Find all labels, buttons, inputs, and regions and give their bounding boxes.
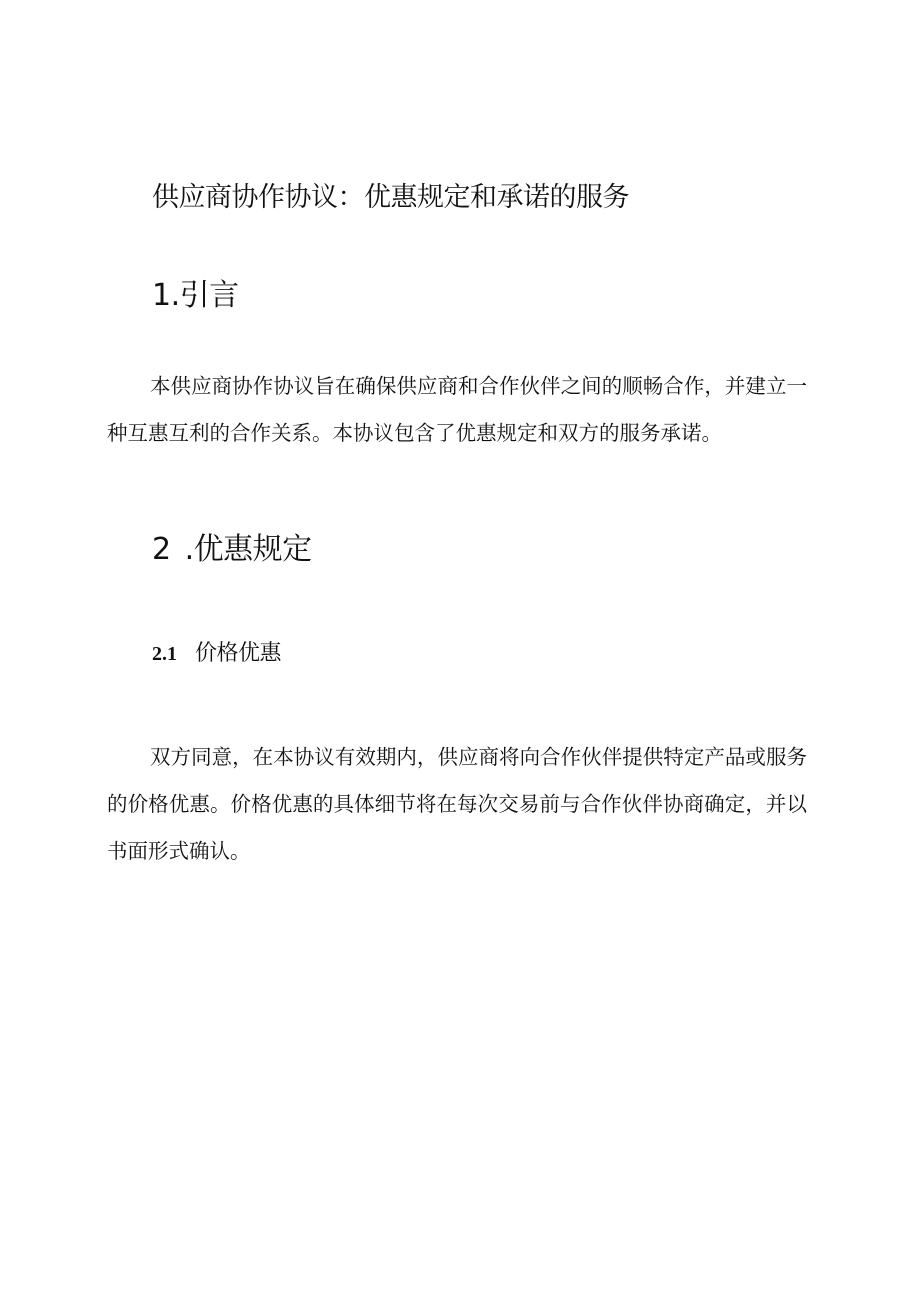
section-2-1-number: 2.1 <box>152 643 177 665</box>
section-1-title: 引言 <box>179 278 239 313</box>
section-2-1-title: 价格优惠 <box>195 641 282 666</box>
document-title: 供应商协作协议：优惠规定和承诺的服务 <box>152 182 629 213</box>
section-2-title: .优惠规定 <box>184 532 312 567</box>
section-1-paragraph: 本供应商协作协议旨在确保供应商和合作伙伴之间的顺畅合作，并建立一种互惠互利的合作关系。本协议包含了优惠规定和双方的服务承诺。 <box>107 374 807 445</box>
section-2-heading <box>152 524 312 568</box>
section-2-1-heading <box>152 636 281 667</box>
section-2-1-paragraph: 双方同意，在本协议有效期内，供应商将向合作伙伴提供特定产品或服务的价格优惠。价格优惠的具体细节将在每次交易前与合作伙伴协商确定，并以书面形式确认。 <box>107 745 807 863</box>
section-1-number: 1. <box>152 278 180 313</box>
section-2-number: 2 <box>152 532 171 567</box>
section-1-heading <box>152 270 239 314</box>
